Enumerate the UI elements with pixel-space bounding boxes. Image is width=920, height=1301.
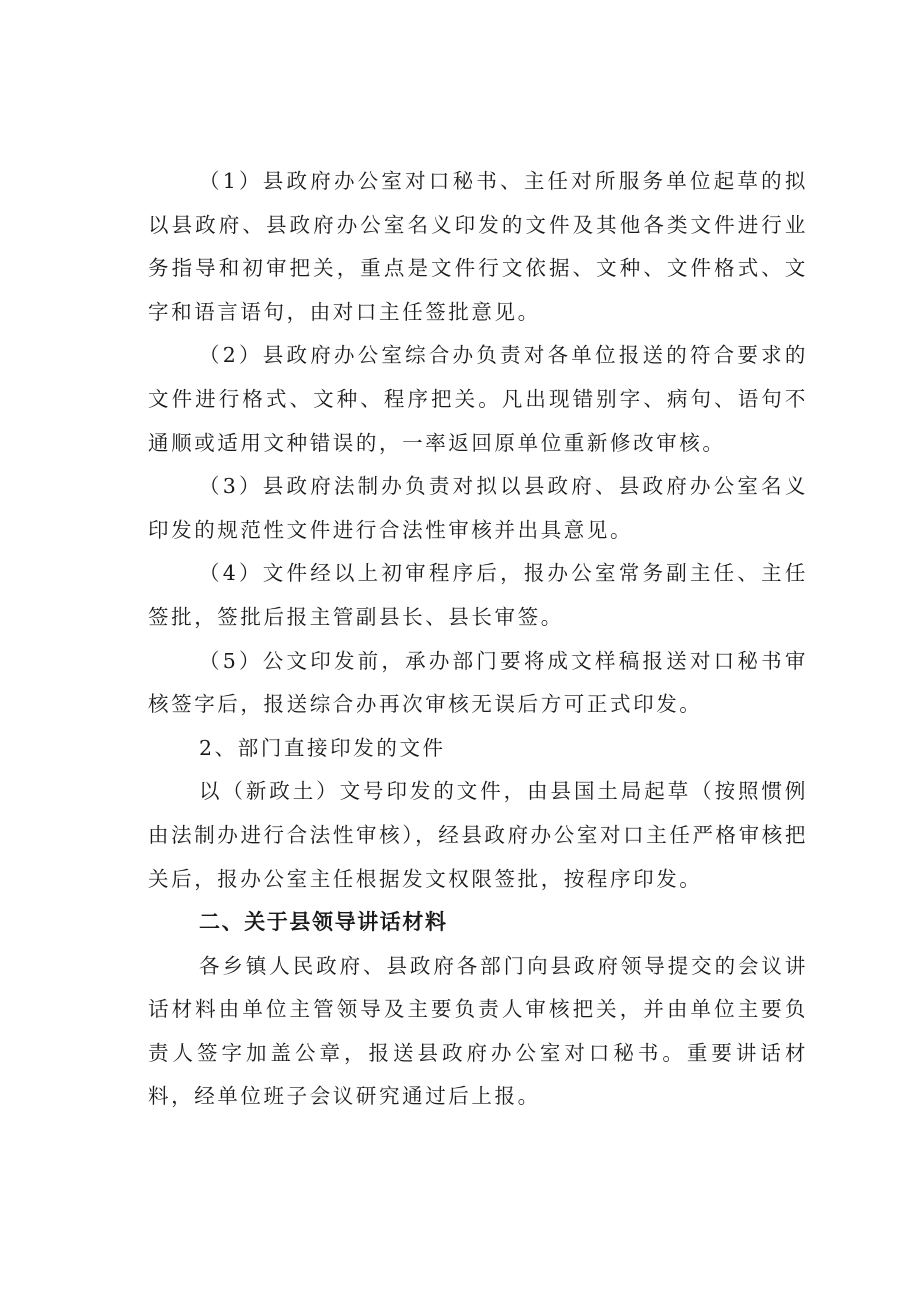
- paragraph-item-5: （5）公文印发前，承办部门要将成文样稿报送对口秘书审核签字后，报送综合办再次审核无误后方可正式印发。: [148, 648, 808, 717]
- paragraph-item-4: （4）文件经以上初审程序后，报办公室常务副主任、主任签批，签批后报主管副县长、县长审签。: [148, 561, 808, 629]
- paragraph-speech-materials: 各乡镇人民政府、县政府各部门向县政府领导提交的会议讲话材料由单位主管领导及主要负责人审核把关，并由单位主要负责人签字加盖公章，报送县政府办公室对口秘书。重要讲话材料，经单位班子会议研究通过后上报。: [148, 953, 808, 1109]
- paragraph-item-3: （3）县政府法制办负责对拟以县政府、县政府办公室名义印发的规范性文件进行合法性审核并出具意见。: [148, 474, 808, 542]
- paragraph-department-documents: 以（新政土）文号印发的文件，由县国土局起草（按照惯例由法制办进行合法性审核），经县政府办公室对口主任严格审核把关后，报办公室主任根据发文权限签批，按程序印发。: [148, 779, 808, 891]
- document-body: [148, 160, 808, 1119]
- section-heading: 二、关于县领导讲话材料: [199, 910, 448, 935]
- paragraph-item-1: （1）县政府办公室对口秘书、主任对所服务单位起草的拟以县政府、县政府办公室名义印发的文件及其他各类文件进行业务指导和初审把关，重点是文件行文依据、文种、文件格式、文字和语言语句，由对口主任签批意见。: [148, 169, 808, 324]
- subheading-department-documents: 2、部门直接印发的文件: [199, 735, 446, 760]
- paragraph-item-2: （2）县政府办公室综合办负责对各单位报送的符合要求的文件进行格式、文种、程序把关。凡出现错别字、病句、语句不通顺或适用文种错误的，一率返回原单位重新修改审核。: [148, 343, 808, 455]
